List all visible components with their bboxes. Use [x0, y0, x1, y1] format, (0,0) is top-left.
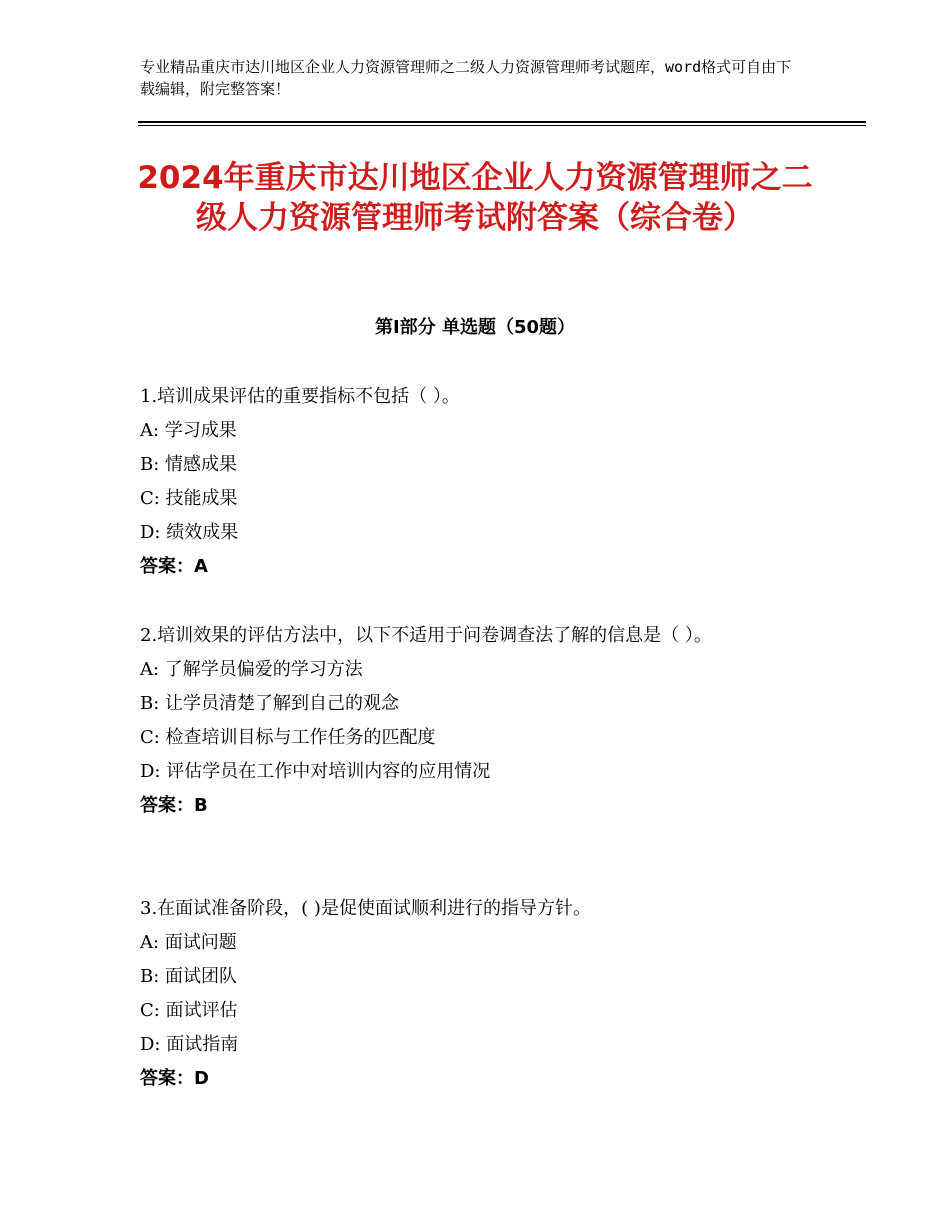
- option-b: B: 面试团队: [140, 966, 238, 987]
- option-d: D: 绩效成果: [140, 522, 239, 543]
- option-d: D: 评估学员在工作中对培训内容的应用情况: [140, 761, 491, 782]
- option-b: B: 让学员清楚了解到自己的观念: [140, 693, 400, 714]
- question-stem: 3.在面试准备阶段，( )是促使面试顺利进行的指导方针。: [140, 898, 591, 919]
- option-c: C: 面试评估: [140, 1000, 238, 1021]
- answer: 答案：B: [140, 795, 208, 816]
- option-d: D: 面试指南: [140, 1034, 239, 1055]
- question-1: [140, 380, 820, 584]
- question-2: [140, 619, 820, 823]
- answer: 答案：D: [140, 1068, 209, 1089]
- header-divider: [138, 121, 866, 123]
- option-b: B: 情感成果: [140, 454, 238, 475]
- question-stem: 1.培训成果评估的重要指标不包括（ ）。: [140, 386, 460, 407]
- header-note: 专业精品重庆市达川地区企业人力资源管理师之二级人力资源管理师考试题库，word格式可自由下载编辑，附完整答案！: [140, 58, 792, 98]
- option-a: A: 学习成果: [140, 420, 237, 441]
- header-divider-thin: [138, 125, 866, 126]
- document-title: 2024年重庆市达川地区企业人力资源管理师之二级人力资源管理师考试附答案（综合卷）: [137, 160, 813, 236]
- section-title: 第Ⅰ部分 单选题（50题）: [374, 317, 575, 338]
- option-a: A: 面试问题: [140, 932, 237, 953]
- option-c: C: 检查培训目标与工作任务的匹配度: [140, 727, 436, 748]
- option-a: A: 了解学员偏爱的学习方法: [140, 659, 363, 680]
- option-c: C: 技能成果: [140, 488, 238, 509]
- question-3: [140, 892, 820, 1096]
- answer: 答案：A: [140, 556, 208, 577]
- question-stem: 2.培训效果的评估方法中，以下不适用于问卷调查法了解的信息是（ ）。: [140, 625, 712, 646]
